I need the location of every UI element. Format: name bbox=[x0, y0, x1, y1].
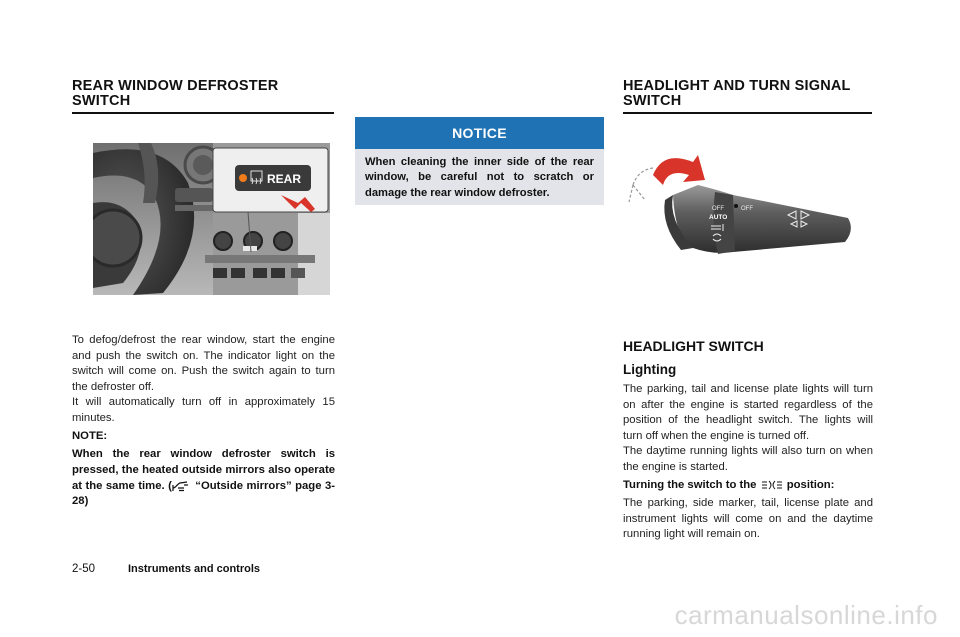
notice-box bbox=[355, 117, 604, 205]
rotation-arrow-shape bbox=[653, 155, 705, 185]
indicator-light-shape bbox=[239, 174, 247, 182]
note-text-part-1: When the rear window defroster switch is pressed, the heated outside mirrors also operate at the same time. ( bbox=[72, 448, 335, 492]
stalk-label-off-side: OFF bbox=[741, 206, 753, 212]
dashed-arrow-shape bbox=[629, 168, 653, 202]
lighting-heading: Lighting bbox=[623, 362, 677, 377]
defroster-switch-figure bbox=[93, 143, 330, 295]
note-text bbox=[72, 447, 335, 510]
headlight-turn-signal-heading bbox=[623, 79, 851, 109]
note-text-part-2: “Outside mirrors” page 3-28) bbox=[72, 479, 335, 508]
defroster-paragraph-1: To defog/defrost the rear window, start the engine and push the switch on. The indicator light on the switch will come on. Push the switch again to turn the defroster off. bbox=[72, 334, 335, 393]
headlight-heading-line2: SWITCH bbox=[623, 93, 682, 109]
note-label: NOTE: bbox=[72, 430, 108, 442]
defroster-section-heading bbox=[72, 79, 278, 109]
stalk-label-off-top: OFF bbox=[712, 206, 724, 212]
reference-pointer-icon bbox=[172, 479, 192, 492]
headlight-heading-line1: HEADLIGHT AND TURN SIGNAL bbox=[623, 78, 851, 94]
parking-lights-icon bbox=[760, 480, 784, 490]
notice-text: When cleaning the inner side of the rear window, be careful not to scratch or damage the rear window defroster. bbox=[365, 156, 594, 199]
turning-switch-text-2: position: bbox=[786, 479, 835, 491]
defroster-heading-rule bbox=[72, 112, 334, 114]
lighting-paragraph-3: The parking, side marker, tail, license plate and instrument lights will come on and the daytime running light will remain on. bbox=[623, 497, 873, 541]
footer-section-title: Instruments and controls bbox=[128, 563, 261, 575]
page-number: 2-50 bbox=[72, 563, 96, 575]
stalk-label-auto: AUTO bbox=[709, 214, 728, 221]
defroster-paragraph-2: It will automatically turn off in approximately 15 minutes. bbox=[72, 396, 335, 424]
notice-title: NOTICE bbox=[355, 117, 604, 149]
turning-switch-text-1: Turning the switch to the bbox=[623, 479, 757, 491]
defroster-heading-line1: REAR WINDOW DEFROSTER bbox=[72, 78, 279, 94]
lighting-paragraph-1: The parking, tail and license plate lights will turn on after the engine is started regardless of the position of the headlight switch. The lights will turn off when the engine is turned off. bbox=[623, 383, 873, 442]
headlight-heading-rule bbox=[623, 112, 872, 114]
rear-switch-label: REAR bbox=[267, 172, 302, 186]
headlight-stalk-figure bbox=[623, 140, 873, 270]
lighting-paragraph-2: The daytime running lights will also turn on when the engine is started. bbox=[623, 445, 873, 473]
headlight-switch-heading: HEADLIGHT SWITCH bbox=[623, 338, 764, 354]
watermark: carmanualsonline.info bbox=[674, 600, 938, 630]
defroster-heading-line2: SWITCH bbox=[72, 93, 131, 109]
turning-switch-label bbox=[623, 478, 873, 494]
